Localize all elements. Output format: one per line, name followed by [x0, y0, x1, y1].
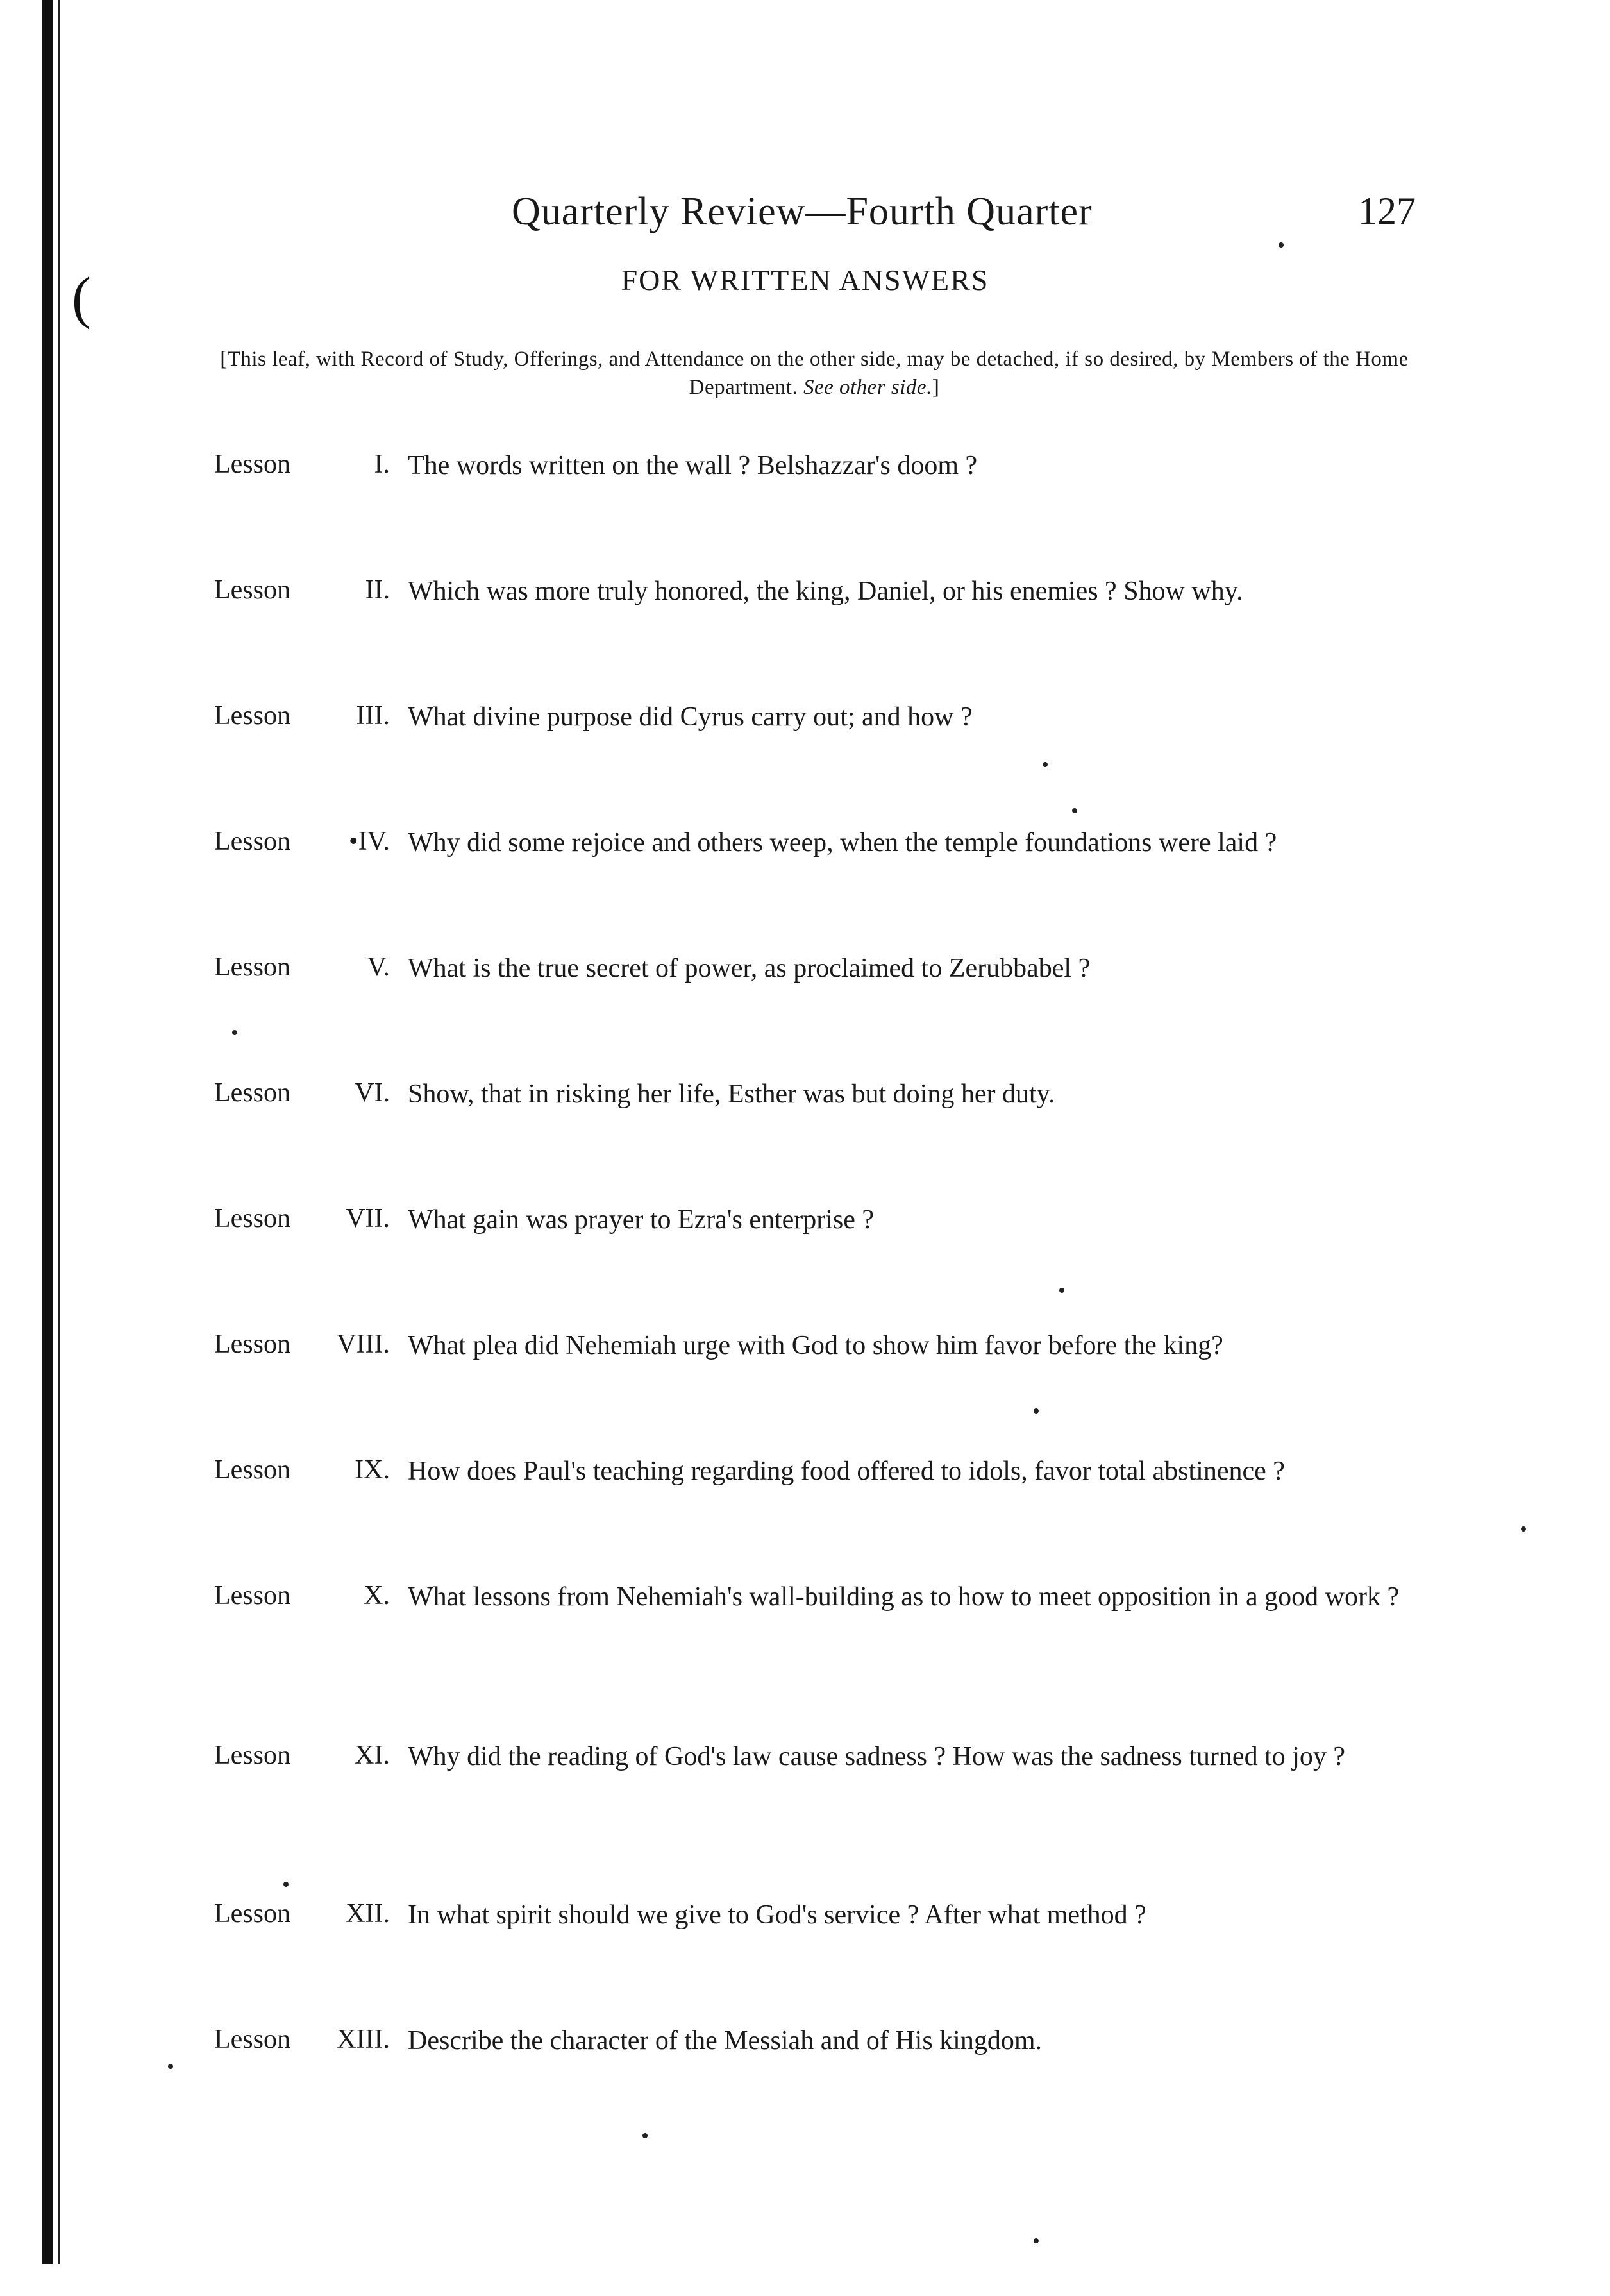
lesson-question: Which was more truly honored, the king, Daniel, or his enemies ? Show why.	[408, 577, 1243, 606]
lesson-question: What divine purpose did Cyrus carry out; and how ?	[408, 702, 973, 732]
lesson-number: •IV.	[348, 827, 390, 856]
lesson-question: Why did some rejoice and others weep, when the temple foundations were laid ?	[408, 828, 1277, 857]
lesson-question: Show, that in risking her life, Esther was but doing her duty.	[408, 1079, 1055, 1109]
scan-speck	[232, 1030, 237, 1035]
detach-note-see-other: See other side.	[803, 376, 932, 399]
lesson-number: X.	[364, 1581, 390, 1610]
lesson-question: What lessons from Nehemiah's wall-building as to how to meet opposition in a good work ?	[408, 1582, 1400, 1612]
lesson-row-1	[0, 449, 1610, 526]
lesson-question: The words written on the wall ? Belshazzar's doom ?	[408, 451, 978, 480]
lesson-row-9	[0, 1455, 1610, 1532]
lesson-number: XI.	[355, 1741, 390, 1770]
scan-speck	[1072, 808, 1077, 813]
page-header	[0, 189, 1610, 247]
lesson-row-7	[0, 1203, 1610, 1280]
lesson-label: Lesson	[214, 1329, 290, 1359]
lesson-label: Lesson	[214, 1078, 290, 1108]
lesson-label: Lesson	[214, 1741, 290, 1770]
lesson-row-11	[0, 1740, 1610, 1817]
lesson-row-2	[0, 575, 1610, 652]
detach-note-text: [This leaf, with Record of Study, Offerings, and Attendance on the other side, may be detached, if so desired, by Members of the Home Department.	[220, 348, 1409, 399]
lesson-row-8	[0, 1329, 1610, 1406]
lesson-label: Lesson	[214, 575, 290, 605]
lesson-row-4	[0, 826, 1610, 903]
scan-speck	[1059, 1288, 1064, 1293]
lesson-row-5	[0, 952, 1610, 1029]
lesson-row-13	[0, 2024, 1610, 2101]
lesson-row-10	[0, 1580, 1610, 1657]
lesson-number: III.	[356, 701, 390, 730]
lesson-question: In what spirit should we give to God's service ? After what method ?	[408, 1900, 1146, 1930]
scan-speck	[1043, 762, 1048, 767]
scan-speck	[168, 2064, 173, 2069]
scan-speck	[1279, 242, 1284, 248]
lesson-number: XIII.	[337, 2025, 390, 2054]
margin-mark: (	[72, 266, 91, 330]
lesson-label: Lesson	[214, 1581, 290, 1610]
page-number: 127	[1358, 190, 1416, 232]
lesson-row-3	[0, 700, 1610, 777]
lesson-label: Lesson	[214, 827, 290, 856]
lesson-label: Lesson	[214, 1899, 290, 1929]
scan-speck	[1034, 2238, 1039, 2243]
scan-speck	[1521, 1526, 1526, 1532]
section-heading: FOR WRITTEN ANSWERS	[621, 264, 989, 296]
lesson-label: Lesson	[214, 2025, 290, 2054]
lesson-label: Lesson	[214, 1204, 290, 1233]
lesson-label: Lesson	[214, 450, 290, 479]
scan-speck	[1034, 1408, 1039, 1414]
running-title: Quarterly Review—Fourth Quarter	[512, 190, 1093, 233]
lesson-number: VII.	[346, 1204, 390, 1233]
lesson-number: II.	[365, 575, 390, 605]
lesson-question: What is the true secret of power, as proclaimed to Zerubbabel ?	[408, 954, 1091, 983]
lesson-label: Lesson	[214, 952, 290, 982]
lesson-row-6	[0, 1077, 1610, 1154]
scan-speck	[283, 1882, 289, 1887]
detach-note-close: ]	[932, 376, 940, 399]
lesson-question: Why did the reading of God's law cause sadness ? How was the sadness turned to joy ?	[408, 1742, 1346, 1771]
lesson-row-12	[0, 1898, 1610, 1975]
lesson-label: Lesson	[214, 701, 290, 730]
lesson-number: VI.	[355, 1078, 390, 1108]
lesson-label: Lesson	[214, 1455, 290, 1485]
lesson-number: XII.	[346, 1899, 390, 1929]
lesson-number: VIII.	[337, 1329, 390, 1359]
lesson-question: Describe the character of the Messiah and of His kingdom.	[408, 2026, 1043, 2055]
lesson-number: IX.	[355, 1455, 390, 1485]
lesson-question: What gain was prayer to Ezra's enterprise ?	[408, 1205, 875, 1235]
lesson-number: I.	[374, 450, 390, 479]
detach-note	[212, 345, 1417, 401]
scan-speck	[642, 2133, 648, 2138]
lesson-number: V.	[367, 952, 390, 982]
lesson-question: What plea did Nehemiah urge with God to show him favor before the king?	[408, 1331, 1223, 1360]
lesson-question: How does Paul's teaching regarding food offered to idols, favor total abstinence ?	[408, 1456, 1285, 1486]
